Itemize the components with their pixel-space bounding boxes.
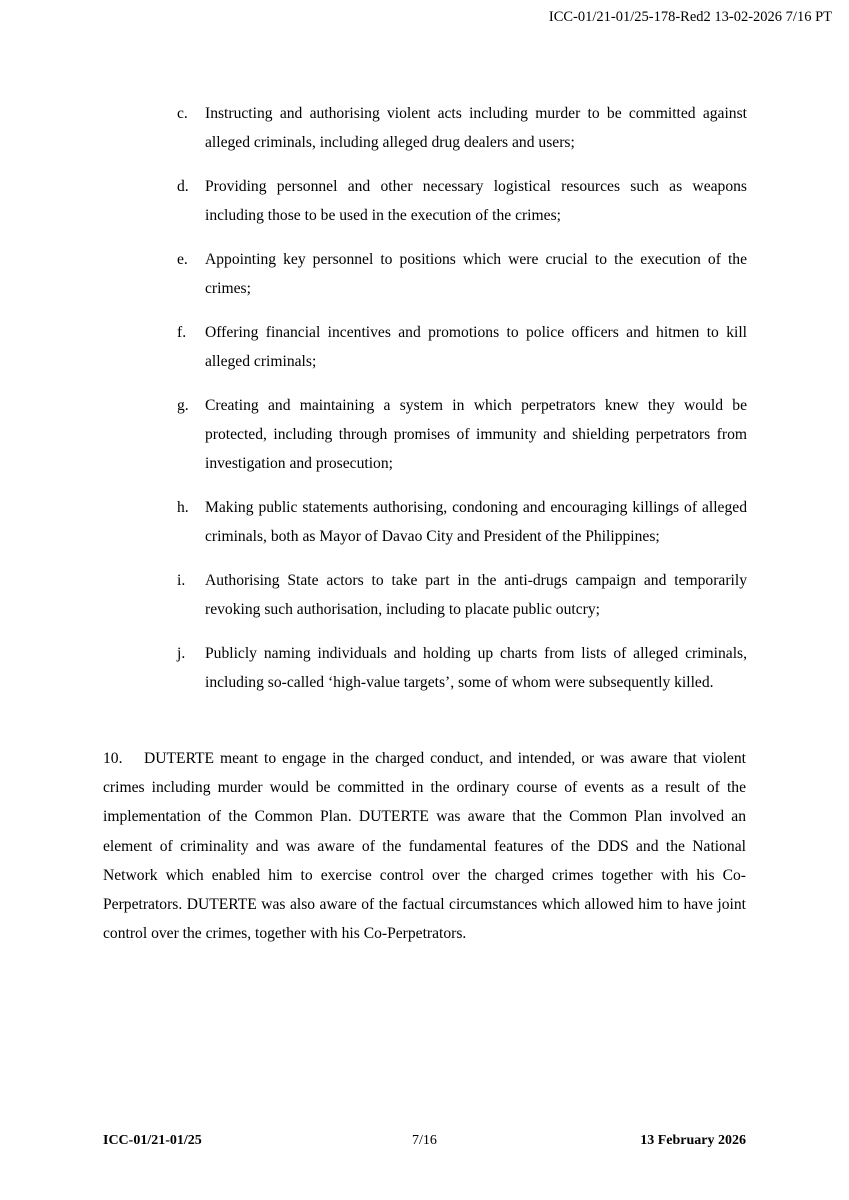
- list-item: [177, 639, 747, 697]
- footer-page-number: 7/16: [412, 1133, 437, 1148]
- list-item-letter: c.: [177, 105, 188, 122]
- list-item-letter: j.: [177, 645, 186, 662]
- list-item: [177, 99, 747, 157]
- list-item: [177, 172, 747, 230]
- list-item: [177, 245, 747, 303]
- footer-date: 13 February 2026: [640, 1133, 746, 1148]
- paragraph-text: DUTERTE meant to engage in the charged conduct, and intended, or was aware that violent crimes including murder would be committed in the ordinary course of events as a result of the implementation of the Common Plan. DUTERTE was aware that the Common Plan involved an element of criminality and was aware of the fundamental features of the DDS and the National Network which enabled him to exercise control over the charged crimes together with his Co-Perpetrators. DUTERTE was also aware of the factual circumstances which allowed him to have joint control over the crimes, together with his Co-Perpetrators.: [103, 750, 746, 943]
- list-item: [177, 318, 747, 376]
- list-item-text: Making public statements authorising, condoning and encouraging killings of alleged criminals, both as Mayor of Davao City and President of the Philippines;: [205, 499, 747, 545]
- list-item-text: Creating and maintaining a system in which perpetrators knew they would be protected, including through promises of immunity and shielding perpetrators from investigation and prosecution;: [205, 397, 747, 472]
- header-document-reference: ICC-01/21-01/25-178-Red2 13-02-2026 7/16 PT: [548, 9, 832, 25]
- list-item-letter: f.: [177, 324, 187, 341]
- list-item-letter: i.: [177, 572, 186, 589]
- list-item-text: Authorising State actors to take part in the anti-drugs campaign and temporarily revoking such authorisation, including to placate public outcry;: [205, 572, 747, 618]
- list-item-text: Publicly naming individuals and holding up charts from lists of alleged criminals, including so-called ‘high-value targets’, some of whom were subsequently killed.: [205, 645, 747, 691]
- footer-case-number: ICC-01/21-01/25: [103, 1133, 202, 1148]
- list-item: [177, 391, 747, 478]
- list-item-text: Offering financial incentives and promotions to police officers and hitmen to kill alleged criminals;: [205, 324, 747, 370]
- sub-item-list: [177, 99, 747, 712]
- list-item-letter: d.: [177, 178, 189, 195]
- list-item: [177, 566, 747, 624]
- list-item: [177, 493, 747, 551]
- list-item-text: Providing personnel and other necessary logistical resources such as weapons including those to be used in the execution of the crimes;: [205, 178, 747, 224]
- list-item-letter: g.: [177, 397, 189, 414]
- list-item-letter: h.: [177, 499, 189, 516]
- list-item-text: Instructing and authorising violent acts including murder to be committed against alleged criminals, including alleged drug dealers and users;: [205, 105, 747, 151]
- paragraph-10: [103, 744, 746, 948]
- list-item-letter: e.: [177, 251, 188, 268]
- list-item-text: Appointing key personnel to positions which were crucial to the execution of the crimes;: [205, 251, 747, 297]
- paragraph-number: 10.: [103, 750, 123, 767]
- page-footer: [103, 1133, 746, 1153]
